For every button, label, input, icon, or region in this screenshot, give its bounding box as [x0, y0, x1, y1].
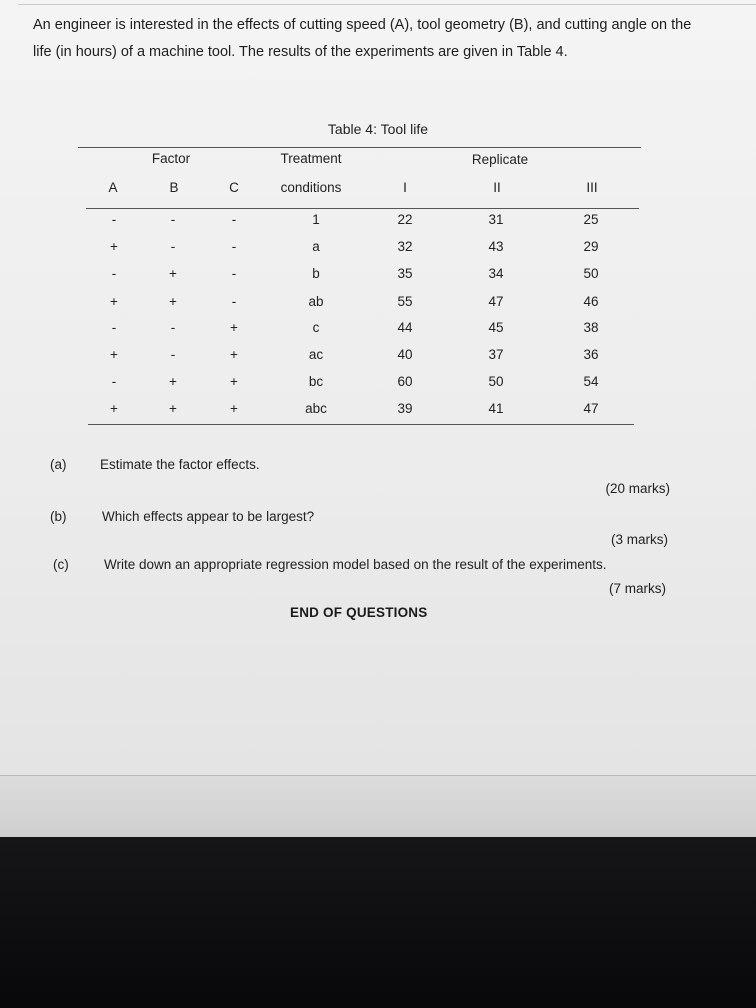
cell-b: - — [170, 347, 176, 362]
question-c-text: Write down an appropriate regression model based on the result of the experiments. — [104, 557, 607, 572]
cell-replicate-3: 38 — [583, 320, 599, 335]
cell-replicate-3: 46 — [583, 294, 599, 309]
monitor-bezel — [0, 837, 756, 1008]
question-c-marks: (7 marks) — [609, 581, 666, 596]
cell-treatment: ac — [308, 347, 324, 362]
header-a: A — [108, 180, 118, 195]
cell-a: + — [110, 347, 118, 362]
cell-a: + — [110, 294, 118, 309]
table-caption: Table 4: Tool life — [327, 121, 429, 137]
cell-replicate-1: 40 — [397, 347, 413, 362]
cell-replicate-2: 43 — [488, 239, 504, 254]
cell-a: - — [111, 266, 117, 281]
question-a-text: Estimate the factor effects. — [100, 457, 260, 472]
cell-a: - — [111, 374, 117, 389]
table-bottom-rule — [88, 424, 634, 425]
screen-lower-edge — [0, 775, 756, 838]
cell-b: - — [170, 239, 176, 254]
cell-replicate-2: 50 — [488, 374, 504, 389]
cell-replicate-1: 44 — [397, 320, 413, 335]
cell-replicate-1: 60 — [397, 374, 413, 389]
cell-treatment: abc — [305, 401, 327, 416]
header-replicate-3: III — [586, 180, 598, 195]
cell-replicate-1: 39 — [397, 401, 413, 416]
cell-c: - — [231, 266, 237, 281]
cell-c: - — [231, 294, 237, 309]
cell-replicate-3: 47 — [583, 401, 599, 416]
cell-treatment: b — [312, 266, 320, 281]
cell-replicate-1: 32 — [397, 239, 413, 254]
cell-b: - — [170, 320, 176, 335]
cell-replicate-3: 36 — [583, 347, 599, 362]
cell-replicate-3: 54 — [583, 374, 599, 389]
end-of-questions: END OF QUESTIONS — [290, 605, 428, 620]
cell-treatment: a — [312, 239, 320, 254]
cell-c: - — [231, 239, 237, 254]
cell-treatment: bc — [308, 374, 324, 389]
cell-c: + — [230, 401, 238, 416]
header-replicate: Replicate — [471, 152, 529, 167]
cell-b: + — [169, 401, 177, 416]
cell-replicate-2: 34 — [488, 266, 504, 281]
question-b-marks: (3 marks) — [611, 532, 668, 547]
table-header-rule — [86, 208, 639, 209]
question-b-label: (b) — [50, 509, 67, 524]
cell-replicate-3: 50 — [583, 266, 599, 281]
cell-replicate-1: 22 — [397, 212, 413, 227]
cell-a: - — [111, 212, 117, 227]
cell-treatment: ab — [308, 294, 324, 309]
cell-replicate-2: 47 — [488, 294, 504, 309]
question-c-label: (c) — [53, 557, 69, 572]
question-a-label: (a) — [50, 457, 67, 472]
cell-b: - — [170, 212, 176, 227]
top-rule — [18, 4, 756, 5]
cell-replicate-2: 37 — [488, 347, 504, 362]
cell-c: - — [231, 212, 237, 227]
cell-replicate-2: 41 — [488, 401, 504, 416]
header-factor: Factor — [151, 151, 191, 166]
cell-c: + — [230, 347, 238, 362]
cell-c: + — [230, 374, 238, 389]
cell-treatment: 1 — [312, 212, 320, 227]
cell-a: - — [111, 320, 117, 335]
header-c: C — [229, 180, 239, 195]
cell-b: + — [169, 294, 177, 309]
question-b-text: Which effects appear to be largest? — [102, 509, 315, 524]
intro-paragraph: An engineer is interested in the effects of cutting speed (A), tool geometry (B), and cutting angle on the life (in hours) of a machine tool. The results of the experiments are given in Table 4. — [33, 17, 692, 60]
cell-a: + — [110, 401, 118, 416]
cell-b: + — [169, 374, 177, 389]
cell-replicate-3: 25 — [583, 212, 599, 227]
cell-a: + — [110, 239, 118, 254]
cell-treatment: c — [312, 320, 320, 335]
header-replicate-2: II — [493, 180, 501, 195]
question-a-marks: (20 marks) — [605, 481, 670, 496]
cell-replicate-2: 31 — [488, 212, 504, 227]
cell-replicate-1: 35 — [397, 266, 413, 281]
header-replicate-1: I — [403, 180, 407, 195]
cell-c: + — [230, 320, 238, 335]
table-top-rule — [78, 147, 641, 148]
cell-replicate-3: 29 — [583, 239, 599, 254]
cell-replicate-1: 55 — [397, 294, 413, 309]
cell-replicate-2: 45 — [488, 320, 504, 335]
header-conditions: conditions — [280, 180, 342, 195]
header-treatment: Treatment — [280, 151, 342, 166]
cell-b: + — [169, 266, 177, 281]
header-b: B — [169, 180, 179, 195]
